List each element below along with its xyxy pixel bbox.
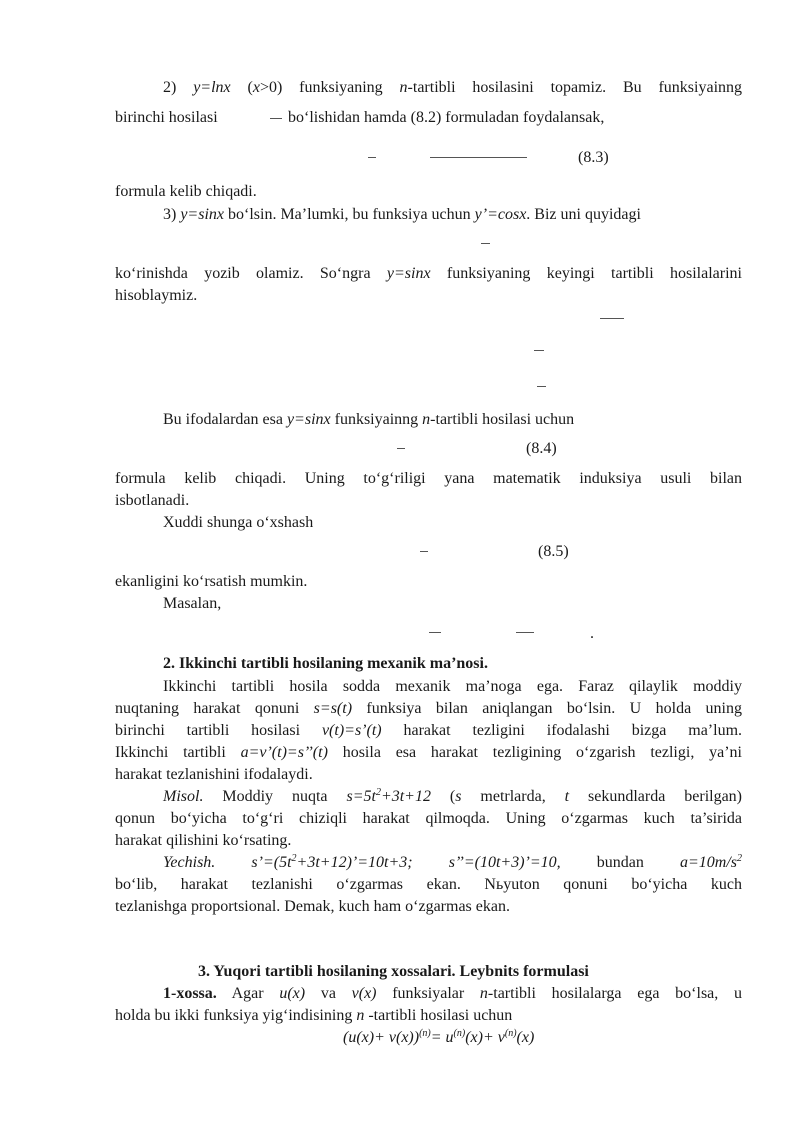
formula-placeholder <box>397 448 405 449</box>
text-line: isbotlanadi. <box>115 492 190 509</box>
text-line: Masalan, <box>163 595 222 612</box>
solution-line: Yechish. $s’=(5t^2+3t+12)’=10t+3$; s’’=(10t+3)’=10, bundan $a=10m/s^2$ <box>163 853 742 871</box>
text-line: bo‘lishidan hamda (8.2) formuladan foydalansak, <box>288 109 605 126</box>
example-line: Misol. Moddiy nuqta $s=5t^2+3t+12$ (s metrlarda, t sekundlarda berilgan) <box>163 787 743 805</box>
text-line: harakat qilishini ko‘rsating. <box>115 832 292 849</box>
section-heading: 2. Ikkinchi tartibli hosilaning mexanik ma’nosi. <box>163 655 488 672</box>
formula-placeholder <box>516 632 534 633</box>
text-line: nuqtaning harakat qonuni s=s(t) funksiya bilan aniqlangan bo‘lsin. U holda uning <box>115 700 743 717</box>
text-line: Ikkinchi tartibli hosila sodda mexanik ma’noga ega. Faraz qilaylik moddiy <box>163 678 742 695</box>
fraction-bar <box>430 157 527 158</box>
sentence-period: . <box>590 625 594 642</box>
formula-placeholder <box>429 632 441 633</box>
text-line: 3) y=sinx bo‘lsin. Ma’lumki, bu funksiya uchun y’=cosx. Biz uni quyidagi <box>163 206 641 223</box>
formula-placeholder <box>481 243 490 244</box>
text-line: birinchi tartibli hosilasi v(t)=s’(t) harakat tezligini ifodalashi bizga ma’lum. <box>115 722 743 739</box>
formula-placeholder <box>600 318 624 319</box>
text-line: qonun bo‘yicha to‘g‘ri chiziqli harakat qilmoqda. Uning o‘zgarmas kuch ta’sirida <box>115 810 742 827</box>
formula-placeholder <box>368 157 376 158</box>
text-line: harakat tezlanishini ifodalaydi. <box>115 766 313 783</box>
text-line: birinchi hosilasi <box>115 109 218 126</box>
text-line: ko‘rinishda yozib olamiz. So‘ngra y=sinx funksiyaning keyingi tartibli hosilalarini <box>115 265 742 282</box>
text-line: formula kelib chiqadi. Uning to‘g‘riligi yana matematik induksiya usuli bilan <box>115 470 742 487</box>
text-line: hisoblaymiz. <box>115 287 198 304</box>
section-heading: 3. Yuqori tartibli hosilaning xossalari. Leybnits formulasi <box>198 963 589 980</box>
text-line: bo‘lib, harakat tezlanishi o‘zgarmas ekan. Nьyuton qonuni bo‘yicha kuch <box>115 876 742 893</box>
text-line: Xuddi shunga o‘xshash <box>163 514 314 531</box>
text-line: formula kelib chiqadi. <box>115 183 257 200</box>
text-line: ekanligini ko‘rsatish mumkin. <box>115 573 308 590</box>
text-line: 1-xossa. Agar u(x) va v(x) funksiyalar n-tartibli hosilalarga ega bo‘lsa, u <box>163 985 742 1002</box>
equation-number: (8.3) <box>578 149 609 166</box>
formula-placeholder <box>537 386 546 387</box>
text-line: tezlanishga proportsional. Demak, kuch ham o‘zgarmas ekan. <box>115 898 510 915</box>
formula-placeholder <box>270 118 282 119</box>
formula-placeholder <box>534 350 544 351</box>
text-line: Ikkinchi tartibli a=v’(t)=s’’(t) hosila esa harakat tezligining o‘zgarish tezligi, ya’ni <box>115 744 742 761</box>
text-line: Bu ifodalardan esa y=sinx funksiyainng n-tartibli hosilasi uchun <box>163 411 575 428</box>
formula-placeholder <box>420 551 428 552</box>
formula-line: $(u(x)+ v(x))^{(n)}= u^{(n)}(x)+ v^{(n)}(x)$ <box>343 1028 535 1046</box>
equation-number: (8.5) <box>538 543 569 560</box>
text-line: 2) y=lnx (x>0) funksiyaning n-tartibli hosilasini topamiz. Bu funksiyainng <box>163 79 743 96</box>
equation-number: (8.4) <box>526 440 557 457</box>
text-line: holda bu ikki funksiya yig‘indisining n -tartibli hosilasi uchun <box>115 1007 513 1024</box>
